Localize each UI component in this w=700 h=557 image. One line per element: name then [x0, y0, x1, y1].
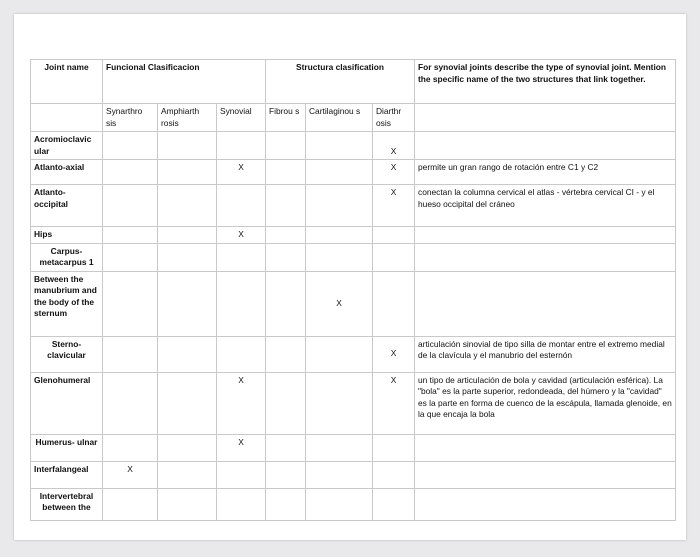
- fibrous-header: Fibrou s: [266, 104, 306, 132]
- diarthrosis-mark: X: [373, 132, 415, 160]
- synovial-description: [415, 243, 676, 271]
- table-row: [31, 132, 676, 160]
- synovial-mark: [217, 132, 266, 160]
- synovial-description: [415, 271, 676, 336]
- synovial-description: [415, 461, 676, 488]
- diarthrosis-mark: [373, 227, 415, 244]
- synarthrosis-mark: [103, 271, 158, 336]
- synovial-mark: X: [217, 434, 266, 461]
- table-row: [31, 243, 676, 271]
- amphiarthrosis-mark: [158, 227, 217, 244]
- synovial-mark: [217, 271, 266, 336]
- subheader-blank: [415, 104, 676, 132]
- synarthrosis-mark: [103, 160, 158, 185]
- fibrous-mark: [266, 434, 306, 461]
- amphiarthrosis-mark: [158, 488, 217, 520]
- joint-name: Intervertebral between the: [31, 488, 103, 520]
- synarthrosis-mark: [103, 336, 158, 372]
- amphiarthrosis-mark: [158, 185, 217, 227]
- synovial-description: [415, 132, 676, 160]
- joint-name: Between the manubrium and the body of the sternum: [31, 271, 103, 336]
- diarthrosis-mark: [373, 271, 415, 336]
- joint-name: Atlanto-axial: [31, 160, 103, 185]
- diarthrosis-mark: [373, 434, 415, 461]
- synarthrosis-mark: X: [103, 461, 158, 488]
- table-row: [31, 271, 676, 336]
- joint-name: Glenohumeral: [31, 372, 103, 434]
- synovial-description: conectan la columna cervical el atlas - vértebra cervical CI - y el hueso occipital del cráneo: [415, 185, 676, 227]
- diarthrosis-header: Diarthr osis: [373, 104, 415, 132]
- cartilaginous-mark: [306, 434, 373, 461]
- table-row: [31, 185, 676, 227]
- synovial-mark: [217, 488, 266, 520]
- synarthrosis-mark: [103, 132, 158, 160]
- joint-name-header: Joint name: [31, 60, 103, 104]
- table-row: [31, 336, 676, 372]
- amphiarthrosis-mark: [158, 336, 217, 372]
- table-row: [31, 461, 676, 488]
- amphiarthrosis-mark: [158, 132, 217, 160]
- document-page: [14, 14, 686, 540]
- cartilaginous-mark: [306, 132, 373, 160]
- amphiarthrosis-mark: [158, 434, 217, 461]
- cartilaginous-mark: X: [306, 271, 373, 336]
- diarthrosis-mark: [373, 488, 415, 520]
- synovial-question-header: For synovial joints describe the type of synovial joint. Mention the specific name of the two structures that link together.: [415, 60, 676, 104]
- synarthrosis-header: Synarthro sis: [103, 104, 158, 132]
- table-row: [31, 488, 676, 520]
- fibrous-mark: [266, 461, 306, 488]
- table-row: [31, 227, 676, 244]
- table-row: [31, 434, 676, 461]
- structural-classification-header: Structura clasification: [266, 60, 415, 104]
- cartilaginous-mark: [306, 160, 373, 185]
- synovial-mark: [217, 461, 266, 488]
- synarthrosis-mark: [103, 488, 158, 520]
- synovial-description: [415, 227, 676, 244]
- synarthrosis-mark: [103, 185, 158, 227]
- header-row: [31, 60, 676, 104]
- diarthrosis-mark: X: [373, 372, 415, 434]
- synovial-mark: [217, 336, 266, 372]
- amphiarthrosis-mark: [158, 372, 217, 434]
- diarthrosis-mark: X: [373, 185, 415, 227]
- diarthrosis-mark: X: [373, 160, 415, 185]
- synarthrosis-mark: [103, 227, 158, 244]
- amphiarthrosis-header: Amphiarth rosis: [158, 104, 217, 132]
- joint-name: Atlanto- occipital: [31, 185, 103, 227]
- cartilaginous-mark: [306, 488, 373, 520]
- fibrous-mark: [266, 488, 306, 520]
- amphiarthrosis-mark: [158, 271, 217, 336]
- synovial-mark: [217, 185, 266, 227]
- synovial-mark: X: [217, 372, 266, 434]
- synovial-mark: X: [217, 227, 266, 244]
- amphiarthrosis-mark: [158, 461, 217, 488]
- fibrous-mark: [266, 271, 306, 336]
- functional-classification-header: Funcional Clasificacion: [103, 60, 266, 104]
- synarthrosis-mark: [103, 434, 158, 461]
- cartilaginous-mark: [306, 185, 373, 227]
- fibrous-mark: [266, 185, 306, 227]
- amphiarthrosis-mark: [158, 160, 217, 185]
- cartilaginous-header: Cartilaginou s: [306, 104, 373, 132]
- amphiarthrosis-mark: [158, 243, 217, 271]
- subheader-blank: [31, 104, 103, 132]
- diarthrosis-mark: [373, 243, 415, 271]
- cartilaginous-mark: [306, 243, 373, 271]
- synovial-header: Synovial: [217, 104, 266, 132]
- fibrous-mark: [266, 160, 306, 185]
- diarthrosis-mark: [373, 461, 415, 488]
- joint-name: Hips: [31, 227, 103, 244]
- synovial-description: permite un gran rango de rotación entre C1 y C2: [415, 160, 676, 185]
- cartilaginous-mark: [306, 372, 373, 434]
- synovial-description: un tipo de articulación de bola y cavidad (articulación esférica). La "bola" es la parte superior, redondeada, del húmero y la "cavidad" es la parte en forma de cuenco de la escápula, llamada glenoide, en la que encaja la bola: [415, 372, 676, 434]
- table-row: [31, 372, 676, 434]
- synovial-description: [415, 488, 676, 520]
- cartilaginous-mark: [306, 461, 373, 488]
- joint-name: Humerus- ulnar: [31, 434, 103, 461]
- fibrous-mark: [266, 132, 306, 160]
- synovial-description: [415, 434, 676, 461]
- cartilaginous-mark: [306, 336, 373, 372]
- synovial-description: articulación sinovial de tipo silla de montar entre el extremo medial de la clavícula y el manubrio del esternón: [415, 336, 676, 372]
- fibrous-mark: [266, 227, 306, 244]
- joint-name: Acromioclavic ular: [31, 132, 103, 160]
- cartilaginous-mark: [306, 227, 373, 244]
- synovial-mark: X: [217, 160, 266, 185]
- fibrous-mark: [266, 372, 306, 434]
- joint-name: Carpus- metacarpus 1: [31, 243, 103, 271]
- table-row: [31, 160, 676, 185]
- diarthrosis-mark: X: [373, 336, 415, 372]
- synarthrosis-mark: [103, 243, 158, 271]
- joints-table: [30, 59, 676, 521]
- synarthrosis-mark: [103, 372, 158, 434]
- subheader-row: [31, 104, 676, 132]
- joint-name: Sterno- clavicular: [31, 336, 103, 372]
- joint-name: Interfalangeal: [31, 461, 103, 488]
- fibrous-mark: [266, 243, 306, 271]
- synovial-mark: [217, 243, 266, 271]
- fibrous-mark: [266, 336, 306, 372]
